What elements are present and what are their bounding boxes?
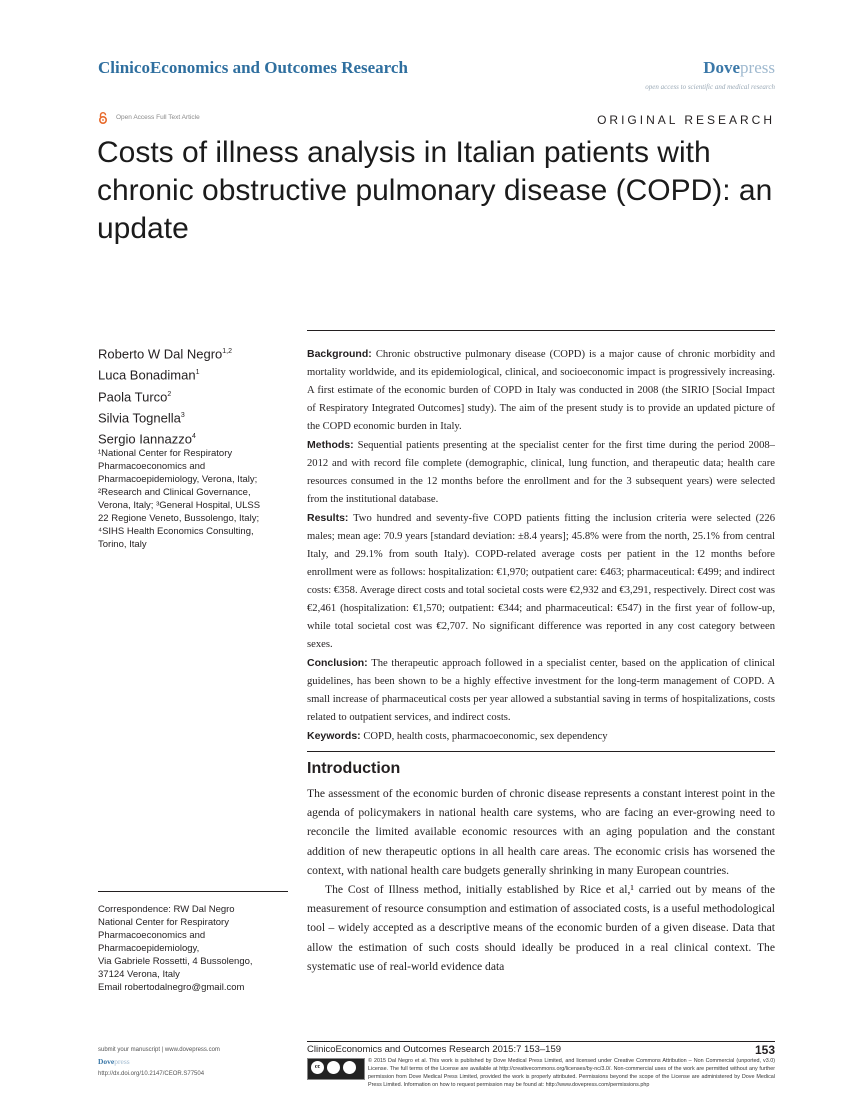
author-name: Silvia Tognella xyxy=(98,410,181,426)
paragraph: The assessment of the economic burden of chronic disease represents a constant interest point in the agenda of policymakers in national health care systems, who are facing an ever-growing need to reconcile the limited available economic resources with an aging population and the constant addition of new therapeutic options in all health care areas. The economic crisis has worsened the context, with national health care budgets generally shrinking in many European countries. xyxy=(307,787,775,877)
author-affil-sup: 2 xyxy=(167,390,172,398)
section-label: Background: xyxy=(307,348,372,360)
doi-link[interactable]: http://dx.doi.org/10.2147/CEOR.S77504 xyxy=(98,1071,205,1077)
creative-commons-badge[interactable] xyxy=(307,1058,365,1080)
section-label: Methods: xyxy=(307,439,354,451)
journal-name[interactable]: ClinicoEconomics and Outcomes Research xyxy=(98,58,408,77)
author[interactable] xyxy=(98,363,288,384)
correspondence-line: Pharmacoepidemiology, xyxy=(98,943,200,954)
affiliation-line: ²Research and Clinical Governance, xyxy=(98,487,251,498)
author[interactable] xyxy=(98,385,288,406)
affiliation-line: Pharmacoeconomics and xyxy=(98,461,206,472)
author-affil-sup: 4 xyxy=(191,433,196,441)
affiliation-line: ¹National Center for Respiratory xyxy=(98,448,233,459)
abstract-methods xyxy=(307,436,775,509)
author-name: Sergio Iannazzo xyxy=(98,431,192,447)
correspondence-line: Correspondence: RW Dal Negro xyxy=(98,904,235,915)
abstract-text: Chronic obstructive pulmonary disease (COPD) is a major cause of chronic morbidity and mortality worldwide, and its epidemiological, clinical, and socioeconomic impact is progressively increasing. A first estimate of the economic burden of COPD in Italy was conducted in 2008 (the SIRIO [Social Impact of Respiratory Integrated Outcomes] study). The aim of the present study is to provide an updated picture of the COPD economic burden in Italy. xyxy=(307,349,775,432)
affiliation-line: Pharmacoepidemiology, Verona, Italy; xyxy=(98,474,258,485)
submit-manuscript-link[interactable]: submit your manuscript | www.dovepress.com xyxy=(98,1047,220,1053)
affiliation-line: 22 Regione Veneto, Bussolengo, Italy; xyxy=(98,513,260,524)
author[interactable] xyxy=(98,427,288,448)
abstract-results xyxy=(307,509,775,654)
author-affil-sup: 1,2 xyxy=(222,348,233,355)
divider xyxy=(307,1041,775,1042)
brand-dark: Dove xyxy=(98,1057,115,1066)
author-affil-sup: 3 xyxy=(180,411,185,419)
section-heading: Introduction xyxy=(307,760,401,777)
page-number: 153 xyxy=(754,1043,775,1057)
correspondence-block xyxy=(98,903,298,994)
abstract xyxy=(307,345,775,746)
abstract-background xyxy=(307,345,775,436)
correspondence-line: Pharmacoeconomics and xyxy=(98,930,206,941)
footer-citation: ClinicoEconomics and Outcomes Research 2015:7 153–159 xyxy=(307,1044,562,1055)
divider xyxy=(307,751,775,752)
correspondence-line: 37124 Verona, Italy xyxy=(98,969,180,980)
correspondence-email[interactable]: Email robertodalnegro@gmail.com xyxy=(98,982,245,993)
section-label: Keywords: xyxy=(307,730,361,742)
article-type: ORIGINAL RESEARCH xyxy=(597,113,775,127)
keywords-text: COPD, health costs, pharmacoeconomic, sex dependency xyxy=(363,731,608,742)
article-title: Costs of illness analysis in Italian patients with chronic obstructive pulmonary disease (COPD): an update xyxy=(97,136,773,245)
paragraph: The Cost of Illness method, initially established by Rice et al,¹ carried out by means of the measurement of resource consumption and estimation of associated costs, is a useful methodological tool – widely accepted as a descriptive means of the economic burden of a given disease. Data that allow the estimation of such costs should ideally be produced in a real clinical context. The systematic use of real-world evidence data xyxy=(307,883,775,973)
abstract-text: Two hundred and seventy-five COPD patients fitting the inclusion criteria were selected (226 males; mean age: 70.9 years [standard deviation: ±8.4 years]; 45.8% were from the north, 25.1% from central Italy, and 29.1% from south Italy). COPD-related average costs per patient in the 12 months before enrollment were as follows: hospitalization: €1,970; outpatient care: €463; pharmaceutical: €499; and indirect costs: €358. Average direct costs and total societal costs were €2,932 and €3,291, respectively. Direct cost was €2,461 (hospitalization: €1,570; outpatient: €344; and pharmaceutical: €547) in the first year of follow-up, while total societal cost was €2,707. No significant difference was reported in any cost category between sexes. xyxy=(307,513,775,650)
author-name: Roberto W Dal Negro xyxy=(98,346,223,362)
author[interactable] xyxy=(98,406,288,427)
correspondence-line: Via Gabriele Rossetti, 4 Bussolengo, xyxy=(98,956,253,967)
cc-icon: cc xyxy=(311,1061,324,1074)
affiliations xyxy=(98,447,288,551)
brand-light: press xyxy=(740,58,775,77)
section-label: Results: xyxy=(307,512,349,524)
author-name: Paola Turco xyxy=(98,388,168,404)
brand-dark: Dove xyxy=(703,58,741,77)
license-text: © 2015 Dal Negro et al. This work is published by Dove Medical Press Limited, and licensed under Creative Commons Attribution – Non Commercial (unported, v3.0) License. The full terms of the License are available at http://creativecommons.org/licenses/by-nc/3.0/. Non-commercial uses of the work are permitted without any further permission from Dove Medical Press Limited, provided the work is properly attributed. Permissions beyond the scope of the License are administered by Dove Medical Press Limited. Information on how to request permission may be found at: http://www.dovepress.com/permissions.php xyxy=(368,1058,775,1088)
divider xyxy=(98,891,288,892)
affiliation-line: ⁴SIHS Health Economics Consulting, xyxy=(98,526,254,537)
by-icon xyxy=(327,1061,340,1074)
abstract-text: The therapeutic approach followed in a specialist center, based on the application of clinical guidelines, has been shown to be a highly effective investment for the long-term management of COPD. A small increase of pharmaceutical costs per year allowed a substantial saving in terms of hospitalizations, costs related to outpatient services, and indirect costs. xyxy=(307,658,775,723)
author-name: Luca Bonadiman xyxy=(98,367,196,383)
nc-icon xyxy=(343,1061,356,1074)
author-affil-sup: 1 xyxy=(195,369,200,377)
introduction-body xyxy=(307,784,775,976)
publisher-logo[interactable] xyxy=(703,58,775,78)
section-label: Conclusion: xyxy=(307,657,368,669)
abstract-conclusion xyxy=(307,654,775,727)
author[interactable] xyxy=(98,342,288,363)
affiliation-line: Torino, Italy xyxy=(98,539,147,550)
author-list xyxy=(98,342,288,449)
footer-left xyxy=(98,1044,298,1080)
footer-brand[interactable] xyxy=(98,1056,298,1068)
brand-light: press xyxy=(114,1057,130,1066)
divider xyxy=(307,330,775,331)
abstract-text: Sequential patients presenting at the specialist center for the first time during the period 2008–2012 and with record file complete (demographic, clinical, lung function, and therapeutic data; health care resources consumed in the 12 months before the enrollment and for the 3 subsequent years) were selected from the institutional database. xyxy=(307,440,775,505)
publisher-tagline: open access to scientific and medical research xyxy=(645,83,775,91)
open-access-icon xyxy=(98,112,108,124)
abstract-keywords xyxy=(307,727,775,746)
open-access-label: Open Access Full Text Article xyxy=(116,114,200,121)
correspondence-line: National Center for Respiratory xyxy=(98,917,229,928)
affiliation-line: Verona, Italy; ³General Hospital, ULSS xyxy=(98,500,261,511)
